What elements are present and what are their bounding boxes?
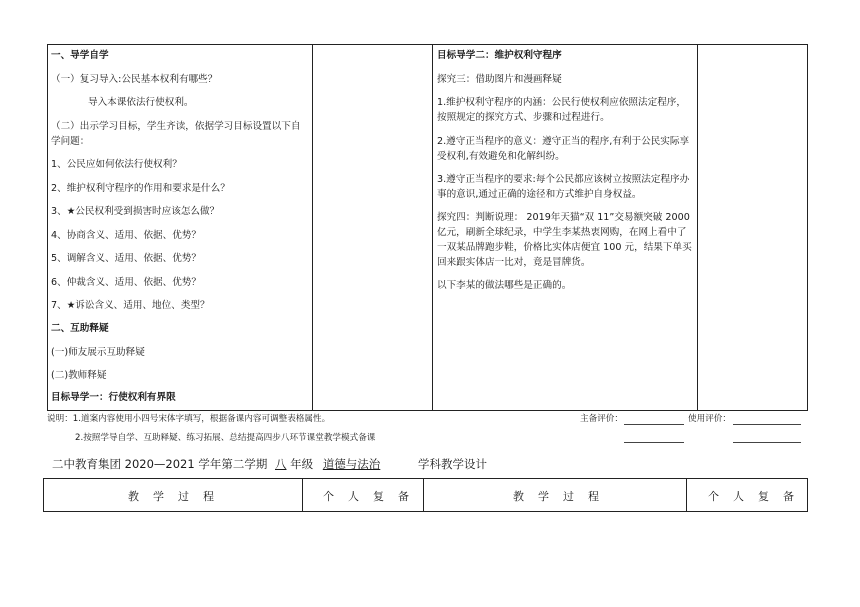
question-3: 3、★公民权利受到损害时应该怎么做？ bbox=[51, 206, 220, 217]
header-teaching-process-1: 教学过程 bbox=[128, 490, 228, 503]
table-divider-1 bbox=[312, 44, 313, 411]
note-line-2: 2.按照学导自学、互助释疑、练习拓展、总结提高四步八环节课堂教学模式备课 bbox=[75, 433, 376, 443]
title-subject: 道德与法治 bbox=[322, 457, 381, 471]
question-7: 7、★诉讼含义、适用、地位、类型？ bbox=[51, 300, 210, 311]
table-right-border bbox=[807, 44, 808, 411]
question-4: 4、协商含义、适用、依据、优势？ bbox=[51, 230, 202, 241]
mutual-help-item-1: (一)师友展示互助释疑 bbox=[51, 347, 145, 358]
title-prefix: 二中教育集团 2020—2021 学年第二学期 bbox=[52, 457, 268, 471]
prep-evaluation-label: 主备评价： bbox=[580, 414, 623, 424]
header-table-left bbox=[43, 478, 44, 512]
explore-3: 探究三：借助图片和漫画释疑 bbox=[437, 74, 562, 85]
header-table-top bbox=[43, 478, 808, 479]
table-divider-3 bbox=[697, 44, 698, 411]
header-table-div-1 bbox=[302, 478, 303, 512]
prep-evaluation-blank bbox=[624, 424, 684, 425]
review-intro: （一）复习导入:公民基本权利有哪些？ bbox=[51, 74, 218, 85]
table-divider-2 bbox=[432, 44, 433, 411]
header-personal-prep-2: 个人复备 bbox=[708, 490, 808, 503]
mutual-help-item-2: (二)教师释疑 bbox=[51, 370, 107, 381]
use-evaluation-blank-2 bbox=[733, 442, 801, 443]
document-title bbox=[52, 456, 487, 472]
table-left-border bbox=[47, 44, 48, 411]
section-heading-self-study: 一、导学自学 bbox=[51, 50, 109, 61]
paragraph-significance: 2.遵守正当程序的意义：遵守正当的程序,有利于公民实际享受权利,有效避免和化解纠纷。 bbox=[437, 136, 690, 162]
title-suffix: 学科教学设计 bbox=[417, 457, 487, 471]
goal-heading-2: 目标导学二：维护权利守程序 bbox=[437, 50, 562, 61]
section-heading-mutual-help: 二、互助释疑 bbox=[51, 323, 109, 334]
question-1: 1、公民应如何依法行使权利？ bbox=[51, 159, 182, 170]
lesson-intro: 导入本课依法行使权利。 bbox=[88, 97, 194, 108]
paragraph-requirements: 3.遵守正当程序的要求:每个公民都应该树立按照法定程序办事的意识,通过正确的途径和方式维护自身权益。 bbox=[437, 174, 690, 200]
goal-heading-1: 目标导学一：行使权利有界限 bbox=[51, 392, 176, 403]
paragraph-connotation: 1.维护权利守程序的内涵：公民行使权利应依照法定程序，按照规定的探究方式、步骤和过程进行。 bbox=[437, 97, 686, 123]
header-personal-prep-1: 个人复备 bbox=[323, 490, 423, 503]
question-5: 5、调解含义、适用、依据、优势？ bbox=[51, 253, 202, 264]
title-grade: 八 bbox=[275, 457, 287, 471]
use-evaluation-label: 使用评价： bbox=[688, 414, 731, 424]
header-table-div-2 bbox=[423, 478, 424, 512]
paragraph-question: 以下李某的做法哪些是正确的。 bbox=[437, 280, 572, 291]
question-6: 6、仲裁含义、适用、依据、优势？ bbox=[51, 277, 202, 288]
question-2: 2、维护权利守程序的作用和要求是什么？ bbox=[51, 183, 230, 194]
table-bottom-border bbox=[47, 410, 808, 411]
note-line-1: 说明：1.道案内容使用小四号宋体字填写，根据备课内容可调整表格属性。 bbox=[47, 414, 331, 424]
use-evaluation-blank bbox=[733, 424, 801, 425]
title-grade-suffix: 年级 bbox=[290, 457, 314, 471]
prep-evaluation-blank-2 bbox=[624, 442, 684, 443]
header-table-div-3 bbox=[686, 478, 687, 512]
table-top-border bbox=[47, 44, 808, 45]
goals-intro: （二）出示学习目标，学生齐读，依据学习目标设置以下自学问题： bbox=[51, 121, 301, 147]
paragraph-explore-4: 探究四：判断说理： 2019年天猫“双 11”交易额突破 2000亿元，刷新全球纪录，中学生李某热衷网购，在网上看中了一双某品牌跑步鞋，价格比实体店便宜 100 元，结果下单买回来跟实体店一比对，竟是冒牌货。 bbox=[437, 212, 692, 268]
header-table-bottom bbox=[43, 511, 808, 512]
header-teaching-process-2: 教学过程 bbox=[513, 490, 613, 503]
